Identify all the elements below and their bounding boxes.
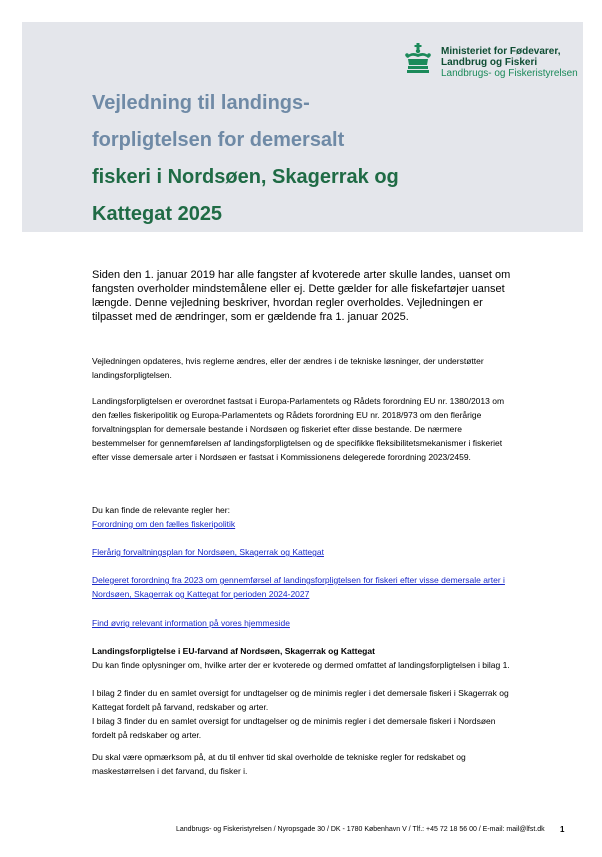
ministry-logo	[403, 43, 583, 88]
section-line-annex2: I bilag 2 finder du en samlet oversigt for undtagelser og de minimis regler i det demersale fiskeri i Skagerrak og Kattegat fordelt på farvand, redskaber og arter.	[92, 688, 509, 712]
intro-paragraph: Siden den 1. januar 2019 har alle fangster af kvoterede arter skulle landes, uanset om fangsten overholder mindstemålene eller ej. Dette gælder for alle fiskefartøjer uanset længde. Denne vejledning beskriver, hvordan regler overholdes. Vejledningen er tilpasset med de ændringer, som er gældende fra 1. januar 2025.	[92, 269, 511, 323]
title-line-1: Vejledning til landings-	[92, 92, 310, 114]
logo-text-agency: Landbrugs- og Fiskeristyrelsen	[441, 68, 578, 79]
rules-intro: Du kan finde de relevante regler her:	[92, 505, 230, 515]
document-header	[22, 22, 583, 232]
section-line-annex3: I bilag 3 finder du en samlet oversigt for undtagelser og de minimis regler i det demersale fiskeri i Nordsøen fordelt på redskaber og arter.	[92, 716, 496, 740]
link-cfp-regulation[interactable]: Forordning om den fælles fiskeripolitik	[92, 519, 236, 529]
logo-text-ministry: Ministeriet for Fødevarer,	[441, 46, 561, 57]
title-line-2: forpligtelsen for demersalt	[92, 129, 345, 151]
closing-paragraph: Du skal være opmærksom på, at du til enhver tid skal overholde de tekniske regler for redskabet og maskestørrelsen i det farvand, du fisker i.	[92, 752, 466, 776]
link-homepage[interactable]: Find øvrig relevant information på vores hjemmeside	[92, 618, 290, 628]
paragraph-updates: Vejledningen opdateres, hvis reglerne ændres, eller der ændres i de tekniske løsninger, der understøtter landingsforpligtelsen.	[92, 356, 484, 380]
paragraph-legal-basis: Landingsforpligtelsen er overordnet fastsat i Europa-Parlamentets og Rådets forordning EU nr. 1380/2013 om den fælles fiskeripolitik og Europa-Parlamentets og Rådets forordning EU nr. 2018/973 om den flerårige forvaltningsplan for demersale bestande i Nordsøen og fiskeriet efter disse bestande. De nærmere bestemmelser for gennemførelsen af landingsforpligtelsen og de specifikke fleksibilitetsmekanismer i fiskeriet efter visse demersale arter i Nordsøen er fastsat i Kommissionens delegerede forordning 2023/2459.	[92, 396, 505, 462]
logo-text-ministry-cont: Landbrug og Fiskeri	[441, 57, 538, 68]
link-management-plan[interactable]: Flerårig forvaltningsplan for Nordsøen, Skagerrak og Kattegat	[92, 547, 324, 557]
title-line-3: fiskeri i Nordsøen, Skagerrak og	[92, 166, 399, 188]
crown-icon	[403, 43, 433, 75]
section-line-annex1: Du kan finde oplysninger om, hvilke arter der er kvoterede og dermed omfattet af landingsforpligtelsen i bilag 1.	[92, 660, 510, 670]
section-heading: Landingsforpligtelse i EU-farvand af Nordsøen, Skagerrak og Kattegat	[92, 646, 375, 656]
title-line-4: Kattegat 2025	[92, 203, 223, 225]
page-number: 1	[560, 825, 565, 834]
link-delegated-regulation[interactable]: Delegeret forordning fra 2023 om gennemførsel af landingsforpligtelsen for fiskeri efter visse demersale arter i Nordsøen, Skagerrak og Kattegat for perioden 2024-2027	[92, 575, 505, 599]
footer-contact: Landbrugs- og Fiskeristyrelsen / Nyropsgade 30 / DK - 1780 København V / Tlf.: +45 72 18 56 00 / E-mail: mail@lfst.dk	[176, 826, 545, 833]
